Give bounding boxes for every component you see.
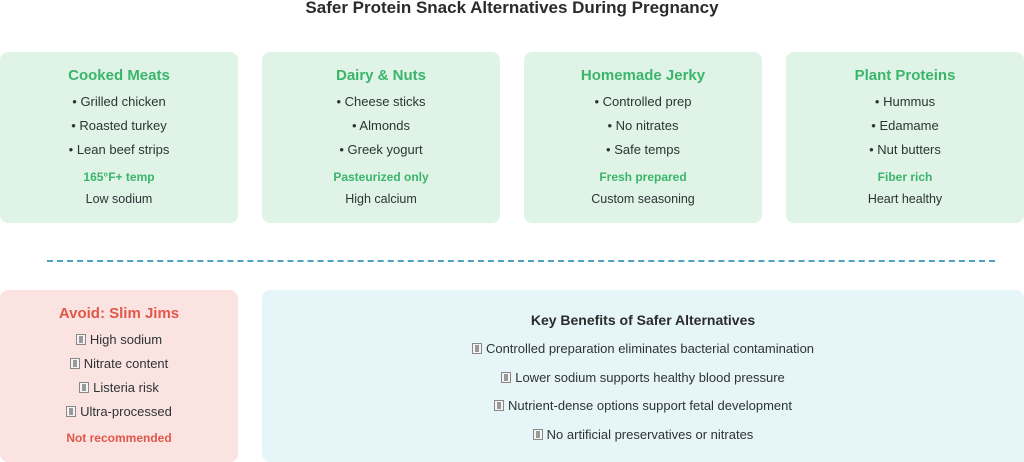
list-item: • Edamame [871, 118, 939, 133]
card-item-list [262, 90, 500, 162]
card-tag: 165°F+ temp [83, 170, 155, 184]
card-tag: Fresh prepared [599, 170, 687, 184]
list-item: • Safe temps [606, 142, 680, 157]
card-tag: Not recommended [66, 431, 172, 445]
list-item: • Lean beef strips [68, 142, 170, 157]
list-item [262, 421, 1024, 450]
list-item: • No nitrates [607, 118, 679, 133]
list-item-label: High sodium [89, 332, 163, 347]
list-item: • Roasted turkey [71, 118, 167, 133]
card-heading: Plant Proteins [854, 67, 956, 84]
card-cooked-meats [0, 52, 238, 223]
list-item [0, 400, 238, 424]
card-item-list [0, 90, 238, 162]
page-title: Safer Protein Snack Alternatives During Pregnancy [305, 0, 719, 17]
card-item-list [524, 90, 762, 162]
list-item: • Greek yogurt [339, 142, 423, 157]
card-note: Heart healthy [867, 192, 943, 206]
list-item: • Grilled chicken [72, 94, 166, 109]
card-item-list [0, 328, 238, 424]
list-item [0, 352, 238, 376]
list-item-label: No artificial preservatives or nitrates [546, 426, 754, 442]
list-item [262, 335, 1024, 364]
list-item-label: Listeria risk [93, 380, 159, 395]
list-item: • Almonds [351, 118, 411, 133]
card-note: High calcium [345, 192, 417, 206]
list-item: • Hummus [874, 94, 936, 109]
card-heading: Avoid: Slim Jims [58, 305, 180, 322]
card-item-list [262, 335, 1024, 449]
card-note: Custom seasoning [591, 192, 695, 206]
card-heading: Cooked Meats [68, 67, 170, 84]
card-note: Low sodium [85, 192, 153, 206]
card-avoid-slim-jims [0, 290, 238, 462]
list-item-label: Nitrate content [83, 356, 169, 371]
card-plant-proteins [786, 52, 1024, 223]
missing-glyph-icon [494, 400, 504, 411]
dashed-divider [47, 260, 995, 262]
list-item: • Cheese sticks [336, 94, 426, 109]
missing-glyph-icon [501, 372, 511, 383]
missing-glyph-icon [70, 358, 80, 369]
list-item-label: Nutrient-dense options support fetal development [507, 398, 792, 413]
missing-glyph-icon [76, 334, 86, 345]
list-item [262, 392, 1024, 421]
missing-glyph-icon [66, 406, 76, 417]
missing-glyph-icon [533, 429, 543, 440]
card-item-list [786, 90, 1024, 162]
list-item [0, 328, 238, 352]
card-heading: Key Benefits of Safer Alternatives [530, 312, 756, 328]
card-tag: Fiber rich [877, 170, 933, 184]
list-item-label: Controlled preparation eliminates bacterial contamination [485, 341, 815, 356]
list-item [262, 364, 1024, 393]
list-item: • Nut butters [869, 142, 941, 157]
list-item-label: Ultra-processed [80, 404, 172, 419]
missing-glyph-icon [472, 343, 482, 354]
card-key-benefits [262, 290, 1024, 462]
card-homemade-jerky [524, 52, 762, 223]
missing-glyph-icon [79, 382, 89, 393]
list-item-label: Lower sodium supports healthy blood pressure [515, 369, 785, 385]
list-item [0, 376, 238, 400]
card-heading: Dairy & Nuts [335, 67, 427, 84]
card-tag: Pasteurized only [333, 170, 429, 184]
card-heading: Homemade Jerky [580, 67, 706, 84]
list-item: • Controlled prep [594, 94, 692, 109]
card-dairy-nuts [262, 52, 500, 223]
